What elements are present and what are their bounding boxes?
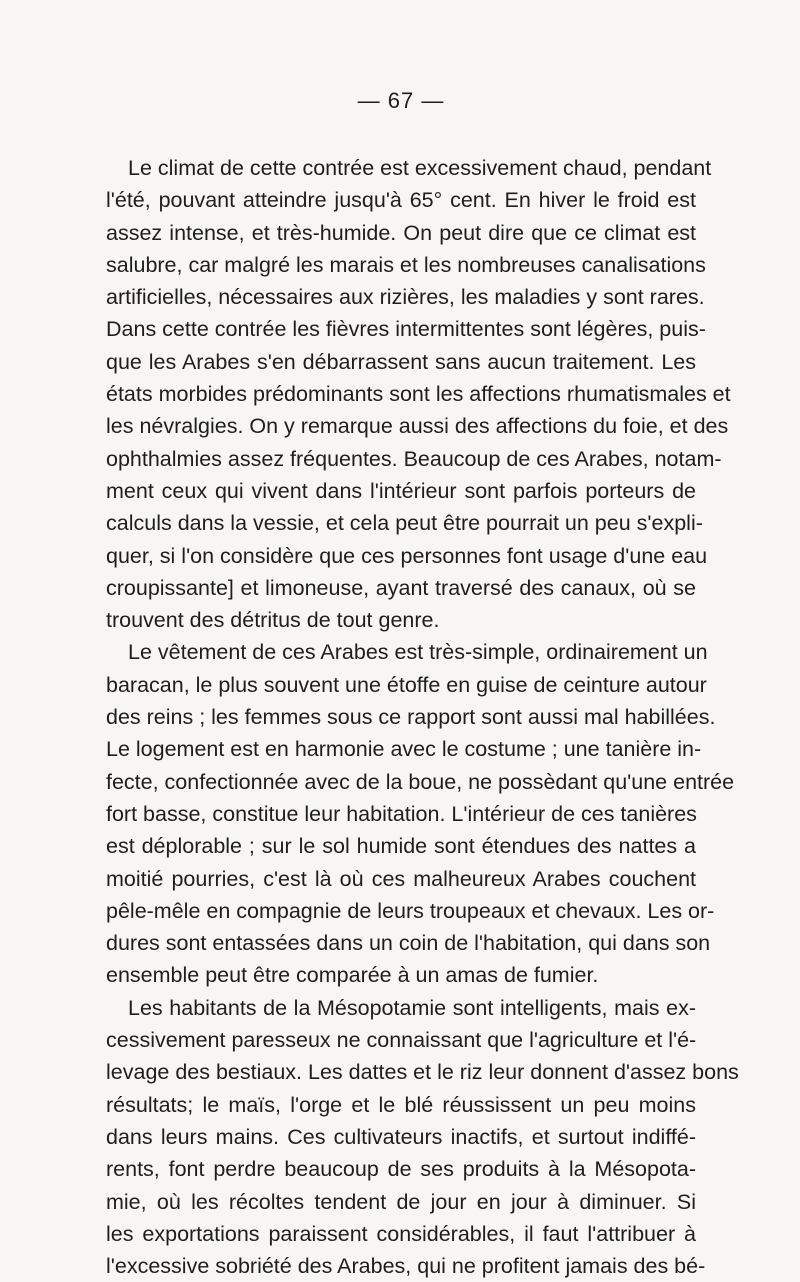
text-line: que les Arabes s'en débarrassent sans aucun traitement. Les (106, 349, 696, 374)
text-line: ment ceux qui vivent dans l'intérieur sont parfois porteurs de (106, 478, 696, 503)
text-line: dures sont entassées dans un coin de l'habitation, qui dans son (106, 931, 711, 956)
text-line: croupissante] et limoneuse, ayant traversé des canaux, où se (106, 575, 696, 600)
text-line: pêle-mêle en compagnie de leurs troupeaux et chevaux. Les or- (106, 898, 715, 923)
text-line: résultats; le maïs, l'orge et le blé réussissent un peu moins (106, 1092, 696, 1117)
text-line: l'été, pouvant atteindre jusqu'à 65° cent. En hiver le froid est (106, 188, 696, 213)
text-line: Le logement est en harmonie avec le costume ; une tanière in- (106, 737, 702, 762)
text-line: trouvent des détritus de tout genre. (106, 608, 440, 633)
text-line: quer, si l'on considère que ces personnes font usage d'une eau (106, 543, 708, 568)
text-line: artificielles, nécessaires aux rizières, les maladies y sont rares. (106, 285, 705, 310)
text-line: Le vêtement de ces Arabes est très-simple, ordinairement un (128, 640, 708, 665)
text-line: les exportations paraissent considérables, il faut l'attribuer à (106, 1221, 696, 1246)
text-line: mie, où les récoltes tendent de jour en jour à diminuer. Si (106, 1189, 696, 1214)
text-line: des reins ; les femmes sous ce rapport sont aussi mal habillées. (106, 705, 716, 730)
text-line: dans leurs mains. Ces cultivateurs inactifs, et surtout indiffé- (106, 1124, 696, 1149)
text-line: rents, font perdre beaucoup de ses produits à la Mésopota- (106, 1157, 696, 1182)
text-line: cessivement paresseux ne connaissant que l'agriculture et l'é- (106, 1028, 697, 1053)
page-number: — 67 — (357, 88, 445, 113)
text-line: fort basse, constitue leur habitation. L'intérieur de ces tanières (106, 801, 697, 826)
paragraph-inhabitants (106, 992, 739, 1282)
text-line: Les habitants de la Mésopotamie sont intelligents, mais ex- (128, 995, 696, 1020)
paragraph-climate (106, 152, 731, 636)
text-line: les névralgies. On y remarque aussi des affections du foie, et des (106, 414, 729, 439)
text-line: Le climat de cette contrée est excessivement chaud, pendant (128, 156, 712, 180)
text-line: est déplorable ; sur le sol humide sont étendues des nattes a (106, 834, 696, 859)
paragraph-clothing-housing (106, 636, 735, 991)
text-line: ophthalmies assez fréquentes. Beaucoup de ces Arabes, notam- (106, 446, 722, 471)
text-line: Dans cette contrée les fièvres intermittentes sont légères, puis- (106, 317, 706, 342)
text-line: états morbides prédominants sont les affections rhumatismales et (106, 382, 731, 407)
text-line: levage des bestiaux. Les dattes et le riz leur donnent d'assez bons (106, 1060, 739, 1085)
text-line: salubre, car malgré les marais et les nombreuses canalisations (106, 252, 706, 277)
text-line: baracan, le plus souvent une étoffe en guise de ceinture autour (106, 672, 707, 697)
text-line: fecte, confectionnée avec de la boue, ne possèdant qu'une entrée (106, 769, 735, 794)
text-line: l'excessive sobriété des Arabes, qui ne profitent jamais des bé- (106, 1254, 706, 1279)
text-line: ensemble peut être comparée à un amas de fumier. (106, 963, 599, 988)
text-line: moitié pourries, c'est là où ces malheureux Arabes couchent (106, 866, 696, 891)
text-line: calculs dans la vessie, et cela peut être pourrait un peu s'expli- (106, 511, 703, 536)
text-line: assez intense, et très-humide. On peut dire que ce climat est (106, 220, 696, 245)
